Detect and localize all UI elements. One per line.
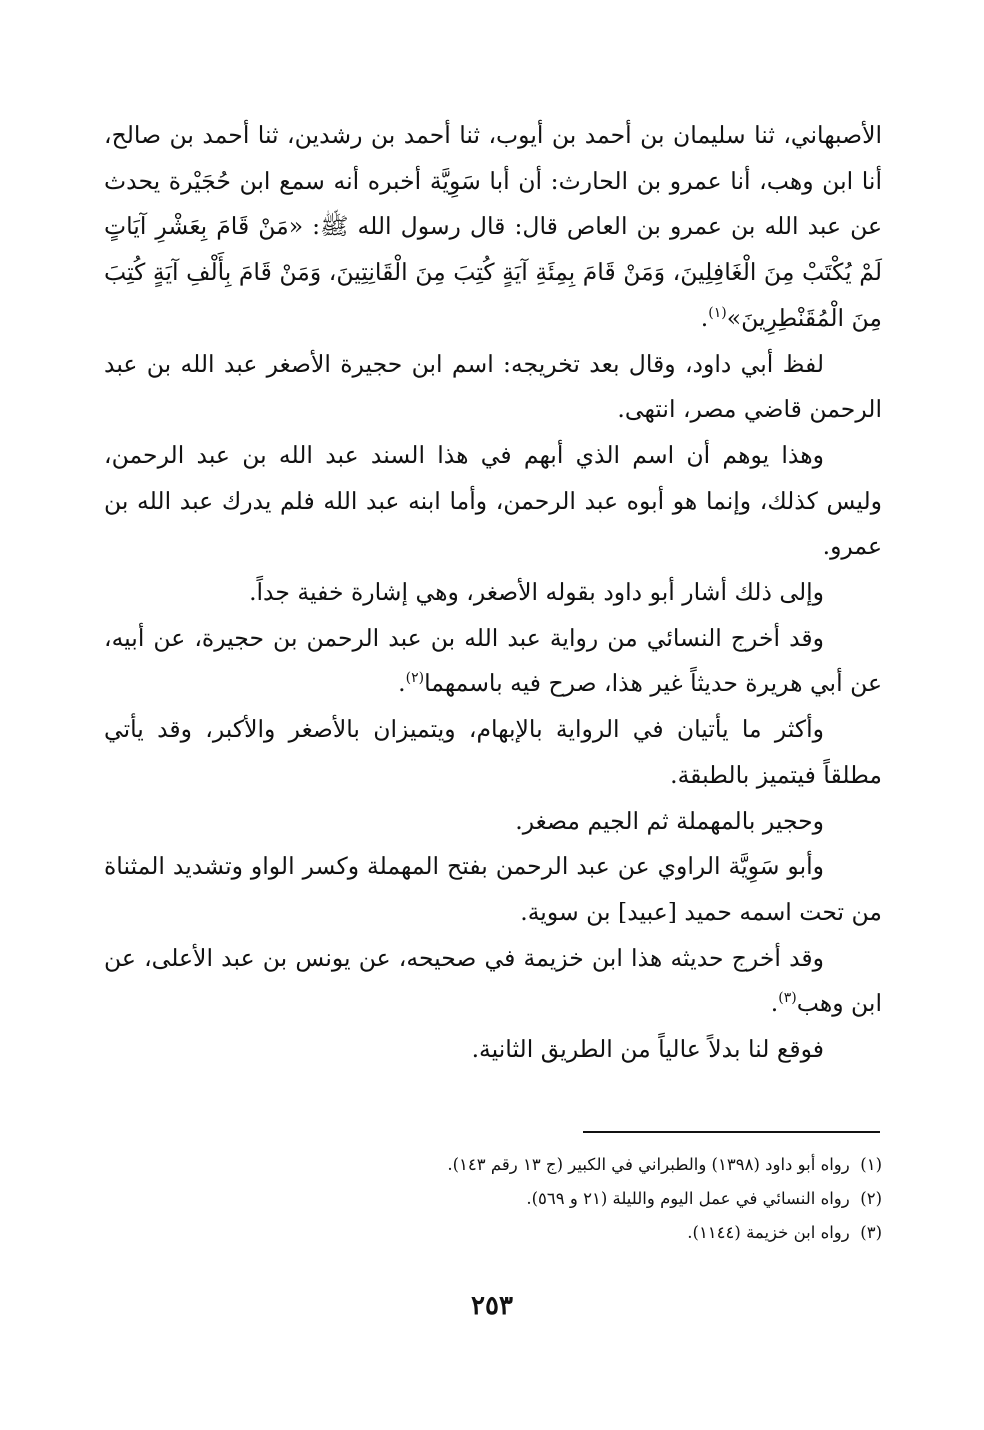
footnote <box>150 1216 882 1250</box>
paragraph: وقد أخرج حديثه هذا ابن خزيمة في صحيحه، عن يونس بن عبد الأعلى، عن ابن وهب$^{(٣)}$. <box>104 943 882 1018</box>
footnote-number: (٢) <box>860 1189 882 1208</box>
paragraph: الأصبهاني، ثنا سليمان بن أحمد بن أيوب، ثنا أحمد بن رشدين، ثنا أحمد بن صالح، أنا ابن وهب، أنا عمرو بن الحارث: أن أبا سَوِيَّة أخبره أنه سمع ابن حُجَيْرة يحدث عن عبد الله بن عمرو بن العاص قال: قال رسول الله ﷺ: «مَنْ قَامَ بِعَشْرِ آيَاتٍ لَمْ يُكْتَبْ مِنَ الْغَافِلِينَ، وَمَنْ قَامَ بِمِئَةِ آيَةٍ كُتِبَ مِنَ الْقَانِتِينَ، وَمَنْ قَامَ بِأَلْفِ آيَةٍ كُتِبَ مِنَ الْمُقَنْطِرِينَ»$^{(١)}$. <box>104 121 882 332</box>
main-text <box>104 113 882 1073</box>
footnote <box>150 1148 882 1182</box>
footnote-number: (١) <box>860 1155 882 1174</box>
paragraph: وهذا يوهم أن اسم الذي أبهم في هذا السند عبد الله بن عبد الرحمن، وليس كذلك، وإنما هو أبوه عبد الرحمن، وأما ابنه عبد الله فلم يدرك عبد الله بن عمرو. <box>104 440 882 561</box>
footnote <box>150 1182 882 1216</box>
paragraph: وإلى ذلك أشار أبو داود بقوله الأصغر، وهي إشارة خفية جداً. <box>249 578 824 607</box>
footnotes <box>150 1148 882 1250</box>
footnote-reference[interactable]: (٣) <box>778 990 797 1007</box>
paragraph: وأكثر ما يأتيان في الرواية بالإبهام، ويتميزان بالأصغر والأكبر، وقد يأتي مطلقاً فيتميز بالطبقة. <box>104 715 882 789</box>
footnote-number: (٣) <box>860 1223 882 1242</box>
footnote-text: رواه أبو داود (١٣٩٨) والطبراني في الكبير (ج ١٣ رقم ١٤٣). <box>447 1155 850 1174</box>
footnote-reference[interactable]: (١) <box>708 304 727 321</box>
footnote-reference[interactable]: (٢) <box>405 670 425 687</box>
footnote-text: رواه ابن خزيمة (١١٤٤). <box>687 1223 850 1242</box>
paragraph: وحجير بالمهملة ثم الجيم مصغر. <box>515 806 824 835</box>
page-number: ٢٥٣ <box>471 1291 513 1321</box>
paragraph: لفظ أبي داود، وقال بعد تخريجه: اسم ابن حجيرة الأصغر عبد الله بن عبد الرحمن قاضي مصر، انتهى. <box>104 349 882 424</box>
paragraph: وقد أخرج النسائي من رواية عبد الله بن عبد الرحمن بن حجيرة، عن أبيه، عن أبي هريرة حديثاً غير هذا، صرح فيه باسمهما$^{(٢)}$. <box>104 623 882 698</box>
footnote-divider <box>583 1131 880 1133</box>
footnote-text: رواه النسائي في عمل اليوم والليلة (٢١ و ٥٦٩). <box>526 1189 850 1208</box>
paragraph: وأبو سَوِيَّة الراوي عن عبد الرحمن بفتح المهملة وكسر الواو وتشديد المثناة من تحت اسمه حميد [عبيد] بن سوية. <box>104 852 882 926</box>
paragraph: فوقع لنا بدلاً عالياً من الطريق الثانية. <box>471 1035 824 1064</box>
